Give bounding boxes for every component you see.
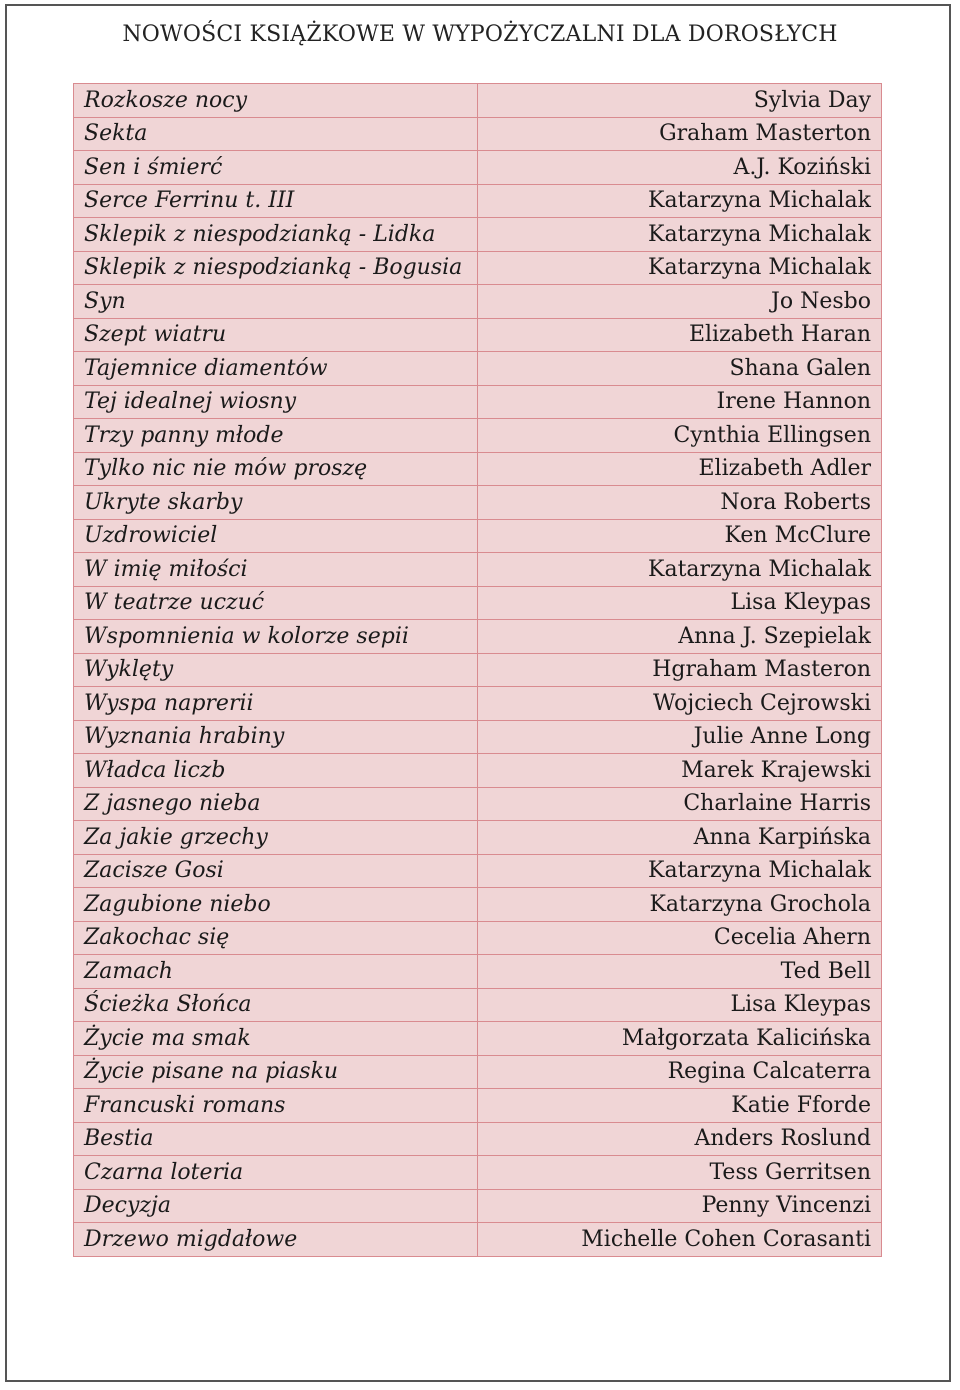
table-row <box>74 687 882 721</box>
book-author: Katarzyna Michalak <box>478 218 882 252</box>
book-author: Penny Vincenzi <box>478 1189 882 1223</box>
table-row <box>74 821 882 855</box>
book-author: Anna Karpińska <box>478 821 882 855</box>
book-title: Rozkosze nocy <box>74 84 478 118</box>
book-list-table <box>73 83 882 1257</box>
book-author: Sylvia Day <box>478 84 882 118</box>
book-title: Wyznania hrabiny <box>74 720 478 754</box>
table-row <box>74 385 882 419</box>
table-row <box>74 1055 882 1089</box>
table-row <box>74 854 882 888</box>
table-row <box>74 1089 882 1123</box>
book-title: Tej idealnej wiosny <box>74 385 478 419</box>
book-author: Anders Roslund <box>478 1122 882 1156</box>
book-title: Trzy panny młode <box>74 419 478 453</box>
book-title: Wspomnienia w kolorze sepii <box>74 620 478 654</box>
table-row <box>74 988 882 1022</box>
book-author: Katarzyna Michalak <box>478 854 882 888</box>
book-author: Lisa Kleypas <box>478 988 882 1022</box>
table-row <box>74 84 882 118</box>
book-author: Regina Calcaterra <box>478 1055 882 1089</box>
table-row <box>74 486 882 520</box>
book-author: Cynthia Ellingsen <box>478 419 882 453</box>
book-author: A.J. Koziński <box>478 151 882 185</box>
book-title: Czarna loteria <box>74 1156 478 1190</box>
book-author: Nora Roberts <box>478 486 882 520</box>
book-author: Ken McClure <box>478 519 882 553</box>
book-author: Elizabeth Haran <box>478 318 882 352</box>
table-row <box>74 352 882 386</box>
book-author: Elizabeth Adler <box>478 452 882 486</box>
table-row <box>74 653 882 687</box>
book-title: Sen i śmierć <box>74 151 478 185</box>
book-title: Wyspa naprerii <box>74 687 478 721</box>
table-row <box>74 787 882 821</box>
book-author: Katarzyna Michalak <box>478 553 882 587</box>
book-title: Zacisze Gosi <box>74 854 478 888</box>
book-title: Zakochac się <box>74 921 478 955</box>
book-author: Katarzyna Michalak <box>478 184 882 218</box>
book-author: Irene Hannon <box>478 385 882 419</box>
book-author: Lisa Kleypas <box>478 586 882 620</box>
table-row <box>74 1223 882 1257</box>
book-author: Cecelia Ahern <box>478 921 882 955</box>
book-author: Katarzyna Michalak <box>478 251 882 285</box>
book-author: Julie Anne Long <box>478 720 882 754</box>
book-author: Michelle Cohen Corasanti <box>478 1223 882 1257</box>
table-row <box>74 620 882 654</box>
book-title: Ukryte skarby <box>74 486 478 520</box>
book-author: Anna J. Szepielak <box>478 620 882 654</box>
book-title: Serce Ferrinu t. III <box>74 184 478 218</box>
book-author: Hgraham Masteron <box>478 653 882 687</box>
book-title: Syn <box>74 285 478 319</box>
table-row <box>74 117 882 151</box>
table-row <box>74 184 882 218</box>
book-author: Graham Masterton <box>478 117 882 151</box>
table-row <box>74 1156 882 1190</box>
table-row <box>74 955 882 989</box>
book-author: Shana Galen <box>478 352 882 386</box>
book-author: Marek Krajewski <box>478 754 882 788</box>
table-row <box>74 921 882 955</box>
book-title: Drzewo migdałowe <box>74 1223 478 1257</box>
book-list-body <box>74 84 882 1257</box>
table-row <box>74 318 882 352</box>
book-title: W imię miłości <box>74 553 478 587</box>
table-row <box>74 1122 882 1156</box>
book-title: Szept wiatru <box>74 318 478 352</box>
book-title: Sekta <box>74 117 478 151</box>
book-title: Wyklęty <box>74 653 478 687</box>
table-row <box>74 586 882 620</box>
book-author: Wojciech Cejrowski <box>478 687 882 721</box>
table-row <box>74 754 882 788</box>
table-row <box>74 1189 882 1223</box>
book-author: Tess Gerritsen <box>478 1156 882 1190</box>
book-title: Zagubione niebo <box>74 888 478 922</box>
page-title: NOWOŚCI KSIĄŻKOWE W WYPOŻYCZALNI DLA DOROSŁYCH <box>122 22 838 47</box>
book-title: Władca liczb <box>74 754 478 788</box>
book-author: Katie Fforde <box>478 1089 882 1123</box>
table-row <box>74 888 882 922</box>
book-author: Charlaine Harris <box>478 787 882 821</box>
table-row <box>74 285 882 319</box>
book-title: Życie pisane na piasku <box>74 1055 478 1089</box>
table-row <box>74 1022 882 1056</box>
book-title: Tajemnice diamentów <box>74 352 478 386</box>
book-title: Ścieżka Słońca <box>74 988 478 1022</box>
book-title: Francuski romans <box>74 1089 478 1123</box>
book-title: Decyzja <box>74 1189 478 1223</box>
table-row <box>74 218 882 252</box>
book-title: W teatrze uczuć <box>74 586 478 620</box>
table-row <box>74 720 882 754</box>
book-title: Bestia <box>74 1122 478 1156</box>
book-author: Katarzyna Grochola <box>478 888 882 922</box>
book-author: Ted Bell <box>478 955 882 989</box>
book-author: Małgorzata Kalicińska <box>478 1022 882 1056</box>
book-author: Jo Nesbo <box>478 285 882 319</box>
table-row <box>74 251 882 285</box>
book-title: Za jakie grzechy <box>74 821 478 855</box>
book-title: Zamach <box>74 955 478 989</box>
table-row <box>74 419 882 453</box>
book-title: Tylko nic nie mów proszę <box>74 452 478 486</box>
table-row <box>74 553 882 587</box>
table-row <box>74 519 882 553</box>
book-title: Z jasnego nieba <box>74 787 478 821</box>
book-title: Życie ma smak <box>74 1022 478 1056</box>
table-row <box>74 151 882 185</box>
book-title: Uzdrowiciel <box>74 519 478 553</box>
book-title: Sklepik z niespodzianką - Lidka <box>74 218 478 252</box>
table-row <box>74 452 882 486</box>
book-title: Sklepik z niespodzianką - Bogusia <box>74 251 478 285</box>
